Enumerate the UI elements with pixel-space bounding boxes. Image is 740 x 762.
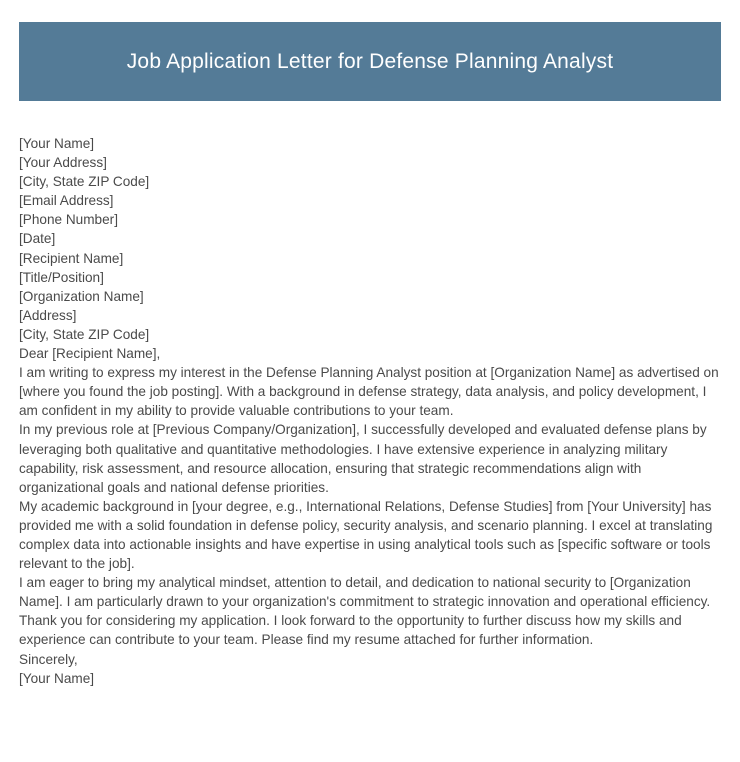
sender-line: [City, State ZIP Code] [19,174,150,190]
signature-name: [Your Name] [19,670,95,686]
sender-line: [Phone Number] [19,212,118,228]
body-paragraph: Thank you for considering my application. I look forward to the opportunity to further discuss how my skills and experience can contribute to your team. Please find my resume attached for further information. [19,613,682,648]
sender-line: [Your Address] [19,155,107,171]
body-paragraph: I am writing to express my interest in the Defense Planning Analyst position at [Organization Name] as advertised on [where you found the job posting]. With a background in defense strategy, data analysis, and policy development, I am confident in my ability to provide valuable contributions to your team. [19,365,719,419]
letter-header-banner [19,22,721,101]
sender-line: [Date] [19,231,56,247]
recipient-line: [Title/Position] [19,269,104,285]
salutation: Dear [Recipient Name], [19,346,161,362]
closing-salutation: Sincerely, [19,651,78,667]
recipient-address-block [19,249,723,344]
sender-address-block [19,134,723,249]
recipient-line: [City, State ZIP Code] [19,326,150,342]
body-paragraph: My academic background in [your degree, e.g., International Relations, Defense Studies] from [Your University] has provided me with a solid foundation in defense policy, security analysis, and scenario planning. I excel at translating complex data into actionable insights and have expertise in using analytical tools such as [specific software or tools relevant to the job]. [19,498,713,572]
letter-body [19,134,723,688]
sender-line: [Your Name] [19,136,95,151]
recipient-line: [Recipient Name] [19,250,124,266]
body-paragraph: I am eager to bring my analytical mindset, attention to detail, and dedication to national security to [Organization Name]. I am particularly drawn to your organization's commitment to strategic innovation and operational efficiency. [19,575,711,610]
recipient-line: [Organization Name] [19,288,144,304]
body-paragraph: In my previous role at [Previous Company/Organization], I successfully developed and evaluated defense plans by leveraging both qualitative and quantitative methodologies. I have extensive experience in analyzing military capability, risk assessment, and resource allocation, ensuring that strategic recommendations align with organizational goals and national defense priorities. [19,422,707,495]
page-title: Job Application Letter for Defense Planning Analyst [126,49,614,73]
recipient-line: [Address] [19,307,77,323]
sender-line: [Email Address] [19,193,114,209]
